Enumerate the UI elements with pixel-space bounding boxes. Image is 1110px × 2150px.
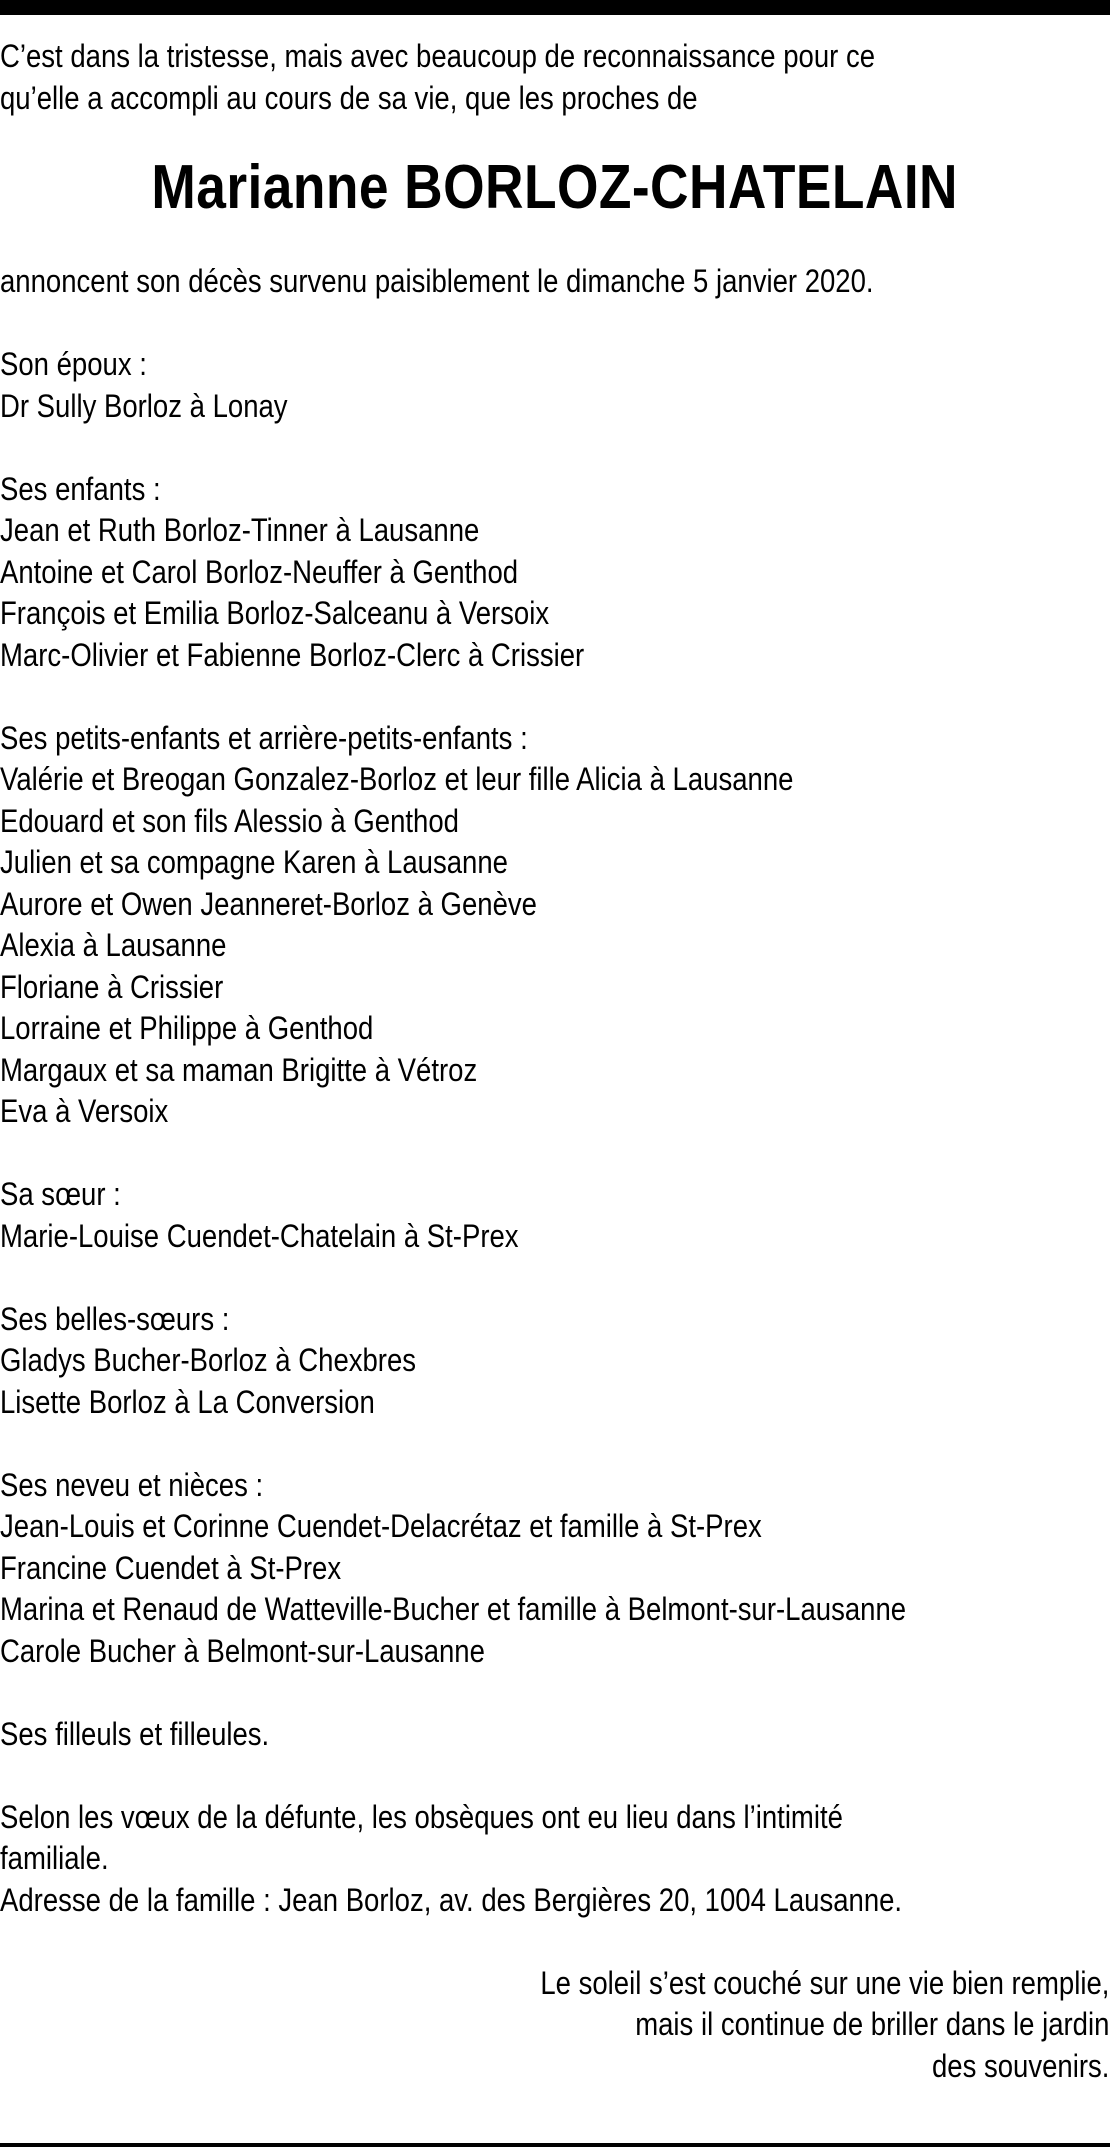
nephews-nieces-line: Marina et Renaud de Watteville-Bucher et famille à Belmont-sur-Lausanne [0,1591,907,1627]
children-line: François et Emilia Borloz-Salceanu à Versoix [0,595,550,631]
grandchildren-heading: Ses petits-enfants et arrière-petits-enfants : [0,719,528,756]
children-heading: Ses enfants : [0,470,161,507]
family-address-line: Adresse de la famille : Jean Borloz, av. des Bergières 20, 1004 Lausanne. [0,1881,903,1918]
sister-line: Marie-Louise Cuendet-Chatelain à St-Prex [0,1217,519,1254]
closing-line: Selon les vœux de la défunte, les obsèques ont eu lieu dans l’intimité [0,1798,843,1835]
sisters-in-law-section [0,1299,1109,1424]
nephews-nieces-section [0,1465,1109,1673]
closing-section [0,1797,1109,1922]
grandchildren-section [0,718,1109,1133]
godchildren-section [0,1714,1109,1756]
grandchildren-line: Julien et sa compagne Karen à Lausanne [0,844,508,880]
quote-line: Le soleil s’est couché sur une vie bien remplie, [540,1964,1110,2001]
grandchildren-line: Margaux et sa maman Brigitte à Vétroz [0,1051,478,1088]
quote-line: mais il continue de briller dans le jardin [635,2006,1110,2042]
grandchildren-line: Valérie et Breogan Gonzalez-Borloz et leur fille Alicia à Lausanne [0,761,794,797]
nephews-nieces-line: Jean-Louis et Corinne Cuendet-Delacrétaz et famille à St-Prex [0,1508,762,1544]
intro-line: qu’elle a accompli au cours de sa vie, que les proches de [0,79,698,116]
nephews-nieces-line: Francine Cuendet à St-Prex [0,1549,342,1586]
nephews-nieces-heading: Ses neveu et nièces : [0,1466,264,1503]
sisters-in-law-line: Gladys Bucher-Borloz à Chexbres [0,1342,417,1378]
sister-heading: Sa sœur : [0,1176,121,1212]
grandchildren-line: Alexia à Lausanne [0,927,227,963]
grandchildren-line: Aurore et Owen Jeanneret-Borloz à Genève [0,885,537,922]
spouse-section [0,344,1109,427]
deceased-name: Marianne BORLOZ-CHATELAIN [151,153,958,222]
grandchildren-line: Eva à Versoix [0,1093,169,1129]
grandchildren-line: Lorraine et Philippe à Genthod [0,1010,374,1046]
top-rule [0,0,1110,15]
bottom-rule [0,2143,1110,2147]
sisters-in-law-line: Lisette Borloz à La Conversion [0,1383,375,1420]
obituary-content [0,36,1110,2087]
children-line: Jean et Ruth Borloz-Tinner à Lausanne [0,512,480,548]
spouse-heading: Son époux : [0,346,147,382]
children-line: Marc-Olivier et Fabienne Borloz-Clerc à Crissier [0,636,585,673]
sisters-in-law-heading: Ses belles-sœurs : [0,1300,230,1337]
children-line: Antoine et Carol Borloz-Neuffer à Genthod [0,553,519,590]
grandchildren-line: Floriane à Crissier [0,968,224,1005]
children-section [0,469,1109,677]
intro-paragraph [0,36,1109,119]
intro-line: C’est dans la tristesse, mais avec beaucoup de reconnaissance pour ce [0,38,876,74]
godchildren-line: Ses filleuls et filleules. [0,1715,270,1752]
spouse-line: Dr Sully Borloz à Lonay [0,387,288,424]
closing-line: familiale. [0,1840,109,1876]
nephews-nieces-line: Carole Bucher à Belmont-sur-Lausanne [0,1632,485,1669]
closing-quote [0,1963,1109,2088]
quote-line: des souvenirs. [931,2047,1110,2084]
announcement-paragraph [0,261,1109,303]
announcement-line: annoncent son décès survenu paisiblement le dimanche 5 janvier 2020. [0,263,874,299]
grandchildren-line: Edouard et son fils Alessio à Genthod [0,802,459,839]
sister-section [0,1174,1109,1257]
